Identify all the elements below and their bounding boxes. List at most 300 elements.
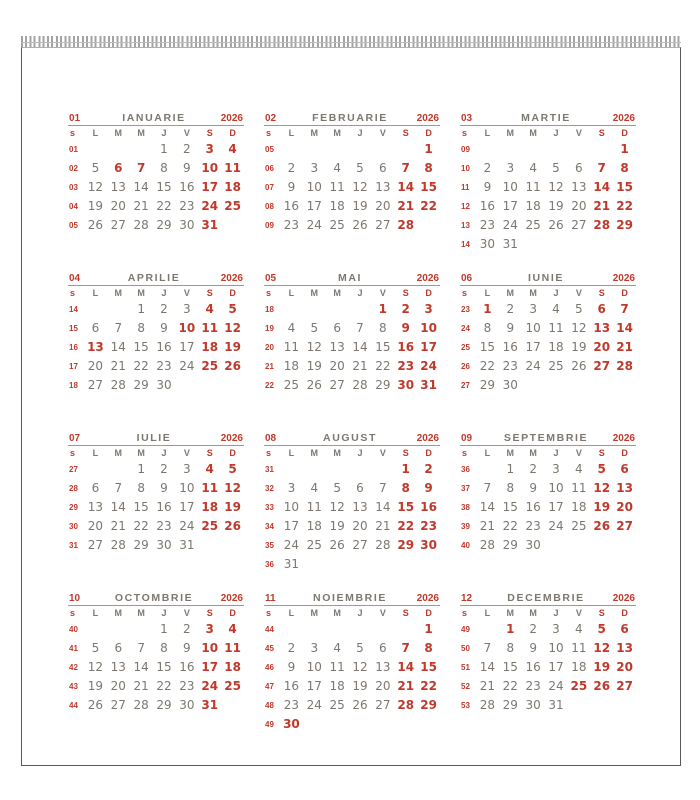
week-column-label: s [70,128,76,138]
week-number: 36 [265,560,274,569]
day-cell [394,140,417,159]
day-cell: 19 [593,660,611,674]
day-cell: 7 [136,161,146,175]
weekday-label: V [183,288,190,298]
day-cell: 4 [287,321,296,335]
week-number: 12 [461,202,470,211]
day-cell: 23 [525,519,541,533]
day-cell: 6 [114,161,123,175]
day-cell: 1 [137,462,145,476]
week-row [264,140,440,159]
week-number: 08 [265,202,274,211]
day-cell: 3 [506,161,515,175]
day-cell: 4 [228,622,237,636]
weekday-label: J [553,608,559,618]
week-number: 31 [265,465,274,474]
day-cell [349,555,372,574]
week-row [68,460,244,479]
day-cell: 9 [160,481,168,495]
weekday-label: D [621,288,628,298]
day-cell: 23 [283,698,300,712]
day-cell: 28 [133,218,149,232]
day-cell [476,460,499,479]
week-column-label: s [266,128,272,138]
day-cell: 20 [375,199,391,213]
week-number: 29 [69,503,78,512]
day-cell: 14 [397,660,415,674]
day-cell [221,376,244,395]
weekday-label: J [357,448,363,458]
day-cell: 14 [479,660,496,674]
month-number: 12 [461,593,473,604]
day-cell: 29 [133,378,149,392]
month-header [68,592,244,606]
day-cell: 22 [502,519,518,533]
day-cell [417,216,440,235]
day-cell: 27 [87,378,104,392]
day-cell: 3 [552,622,560,636]
day-cell [107,460,130,479]
day-cell: 11 [283,340,300,354]
month-octombrie [68,592,244,758]
day-cell: 30 [179,698,195,712]
day-cell: 11 [571,481,587,495]
day-cell: 24 [201,199,219,213]
day-cell: 3 [287,481,296,495]
week-number: 47 [265,682,274,691]
weekday-label: L [484,448,491,458]
day-cell: 18 [329,679,345,693]
day-cell [417,715,440,734]
day-cell [84,460,107,479]
day-cell: 27 [375,218,391,232]
month-header [68,112,244,126]
day-cell [590,376,613,395]
day-cell: 2 [287,161,296,175]
day-cell: 13 [375,660,391,674]
weekday-header [264,446,440,460]
day-cell [221,696,244,715]
day-cell: 25 [570,679,588,693]
week-number: 46 [265,663,274,672]
day-cell: 22 [133,519,149,533]
month-name: OCTOMBRIE [114,592,194,604]
month-august [264,432,440,592]
weekday-label: L [92,128,99,138]
day-cell: 22 [133,359,149,373]
day-cell: 27 [329,378,345,392]
day-cell: 6 [91,481,100,495]
day-cell: 30 [397,378,415,392]
day-cell: 7 [483,481,492,495]
day-cell: 24 [179,519,195,533]
weekday-label: M [529,288,537,298]
day-cell: 29 [156,698,172,712]
day-cell: 8 [483,321,492,335]
day-cell: 19 [548,199,564,213]
week-row [264,536,440,555]
week-row [264,178,440,197]
day-cell: 30 [420,538,437,552]
day-cell [613,235,636,254]
day-cell: 14 [479,500,496,514]
day-cell: 8 [506,481,515,495]
week-row [264,357,440,376]
day-cell [326,460,349,479]
day-cell: 17 [283,519,300,533]
day-cell: 20 [87,359,104,373]
day-cell: 10 [548,641,564,655]
day-cell: 3 [183,462,191,476]
month-number: 07 [69,433,81,444]
day-cell: 19 [306,359,322,373]
weekday-label: L [288,288,295,298]
week-row [264,620,440,639]
day-cell: 4 [333,641,341,655]
month-year: 2026 [416,113,439,124]
month-number: 02 [265,113,277,124]
day-cell: 5 [575,302,583,316]
day-cell [175,376,198,395]
day-cell: 6 [356,481,364,495]
day-cell: 24 [420,359,437,373]
day-cell [303,460,326,479]
week-number: 02 [69,164,78,173]
week-column-label: s [70,608,76,618]
week-number: 42 [69,663,78,672]
day-cell: 14 [352,340,368,354]
day-cell: 10 [306,180,322,194]
day-cell: 5 [228,302,237,316]
day-cell: 6 [575,161,583,175]
week-number: 22 [265,381,274,390]
day-cell: 26 [352,218,368,232]
day-cell: 22 [479,359,496,373]
day-cell: 29 [616,218,633,232]
week-row [68,319,244,338]
day-cell: 20 [352,519,368,533]
week-row [264,300,440,319]
day-cell [567,376,590,395]
day-cell: 20 [616,660,633,674]
week-row [68,696,244,715]
month-name: IUNIE [527,272,564,284]
day-cell [476,620,499,639]
day-cell [107,300,130,319]
day-cell: 5 [333,481,341,495]
day-cell [545,235,568,254]
day-cell: 17 [502,199,518,213]
week-row [68,536,244,555]
weekday-label: D [425,448,432,458]
day-cell: 4 [575,622,583,636]
week-row [264,715,440,734]
day-cell: 14 [375,500,391,514]
month-name: AUGUST [323,432,377,444]
day-cell: 17 [201,660,219,674]
month-year: 2026 [416,433,439,444]
day-cell: 11 [525,180,541,194]
day-cell: 14 [110,500,126,514]
week-number: 14 [461,240,470,249]
day-cell: 27 [352,538,368,552]
weekday-label: J [553,288,559,298]
week-number: 35 [265,541,274,550]
week-number: 52 [461,682,470,691]
day-cell [107,140,130,159]
week-number: 43 [69,682,78,691]
week-row [68,658,244,677]
week-row [264,460,440,479]
day-cell: 26 [593,519,611,533]
day-cell: 16 [525,500,541,514]
week-row [264,639,440,658]
day-cell: 5 [91,161,100,175]
weekday-label: D [425,608,432,618]
day-cell: 17 [548,660,564,674]
week-number: 18 [265,305,274,314]
day-cell: 14 [133,660,149,674]
day-cell: 4 [205,302,214,316]
day-cell: 14 [616,321,633,335]
day-cell: 8 [506,641,515,655]
day-cell: 10 [283,500,300,514]
month-name: DECEMBRIE [507,592,585,604]
day-cell: 18 [571,500,587,514]
day-cell: 13 [329,340,345,354]
week-row [460,140,636,159]
week-row [68,498,244,517]
month-iunie [460,272,636,432]
day-cell: 26 [548,218,564,232]
weekday-label: M [310,128,319,138]
day-cell: 27 [110,218,126,232]
day-cell [326,715,349,734]
day-cell: 30 [179,218,195,232]
day-cell: 21 [479,519,496,533]
week-row [264,479,440,498]
weekday-label: V [379,128,386,138]
day-cell: 21 [397,199,415,213]
day-cell: 28 [397,218,415,232]
week-column-label: s [462,448,468,458]
day-cell: 3 [183,302,191,316]
day-cell: 11 [306,500,322,514]
day-cell: 25 [224,199,241,213]
weekday-label: D [621,608,628,618]
month-februarie [264,112,440,272]
week-number: 38 [461,503,470,512]
day-cell: 16 [283,679,300,693]
week-row [460,376,636,395]
day-cell: 30 [156,538,172,552]
week-number: 40 [461,541,470,550]
day-cell: 23 [156,359,172,373]
day-cell [326,620,349,639]
day-cell: 11 [329,660,345,674]
month-header [68,432,244,446]
day-cell: 12 [306,340,322,354]
week-row [460,498,636,517]
day-cell: 4 [333,161,341,175]
day-cell: 24 [548,519,564,533]
day-cell: 9 [401,321,410,335]
day-cell: 16 [502,340,518,354]
day-cell [613,536,636,555]
week-number: 50 [461,644,470,653]
weekday-header [68,126,244,140]
day-cell: 26 [571,359,587,373]
month-name: FEBRUARIE [312,112,388,124]
day-cell: 14 [397,180,415,194]
day-cell [371,140,394,159]
day-cell: 8 [137,321,145,335]
day-cell: 14 [133,180,149,194]
day-cell: 15 [397,500,415,514]
weekday-label: M [114,448,123,458]
day-cell: 16 [179,660,195,674]
day-cell [613,376,636,395]
week-row [460,460,636,479]
month-martie [460,112,636,272]
week-column-label: s [70,288,76,298]
weekday-header [460,286,636,300]
day-cell: 29 [479,378,496,392]
day-cell: 6 [333,321,341,335]
month-year: 2026 [416,593,439,604]
week-number: 04 [69,202,78,211]
day-cell: 12 [224,481,241,495]
weekday-label: L [484,128,491,138]
weekday-label: V [379,288,386,298]
day-cell: 30 [502,378,518,392]
day-cell: 29 [397,538,415,552]
day-cell: 19 [571,340,587,354]
day-cell: 1 [160,622,168,636]
day-cell: 12 [593,481,611,495]
weekday-label: S [598,288,605,298]
day-cell: 4 [529,161,537,175]
day-cell: 27 [593,359,611,373]
week-row [460,197,636,216]
day-cell: 25 [548,359,564,373]
day-cell: 20 [593,340,611,354]
day-cell: 15 [133,340,149,354]
weekday-label: D [229,608,236,618]
day-cell: 23 [283,218,300,232]
day-cell: 23 [420,519,437,533]
week-row [68,376,244,395]
day-cell: 7 [620,302,629,316]
weekday-label: M [333,288,341,298]
week-row [264,216,440,235]
day-cell: 25 [306,538,322,552]
month-mai [264,272,440,432]
day-cell: 8 [137,481,145,495]
weekday-label: S [206,128,213,138]
month-name: NOIEMBRIE [313,592,387,604]
day-cell: 21 [616,340,633,354]
day-cell: 31 [502,237,518,251]
day-cell: 13 [110,180,126,194]
week-row [460,159,636,178]
day-cell: 13 [593,321,611,335]
day-cell [349,300,372,319]
day-cell [394,715,417,734]
day-cell [417,555,440,574]
week-number: 44 [265,625,274,634]
day-cell: 15 [479,340,496,354]
weekday-label: J [357,128,363,138]
day-cell: 11 [201,321,219,335]
day-cell [545,140,568,159]
day-cell: 14 [110,340,126,354]
day-cell: 19 [593,500,611,514]
week-number: 28 [69,484,78,493]
weekday-label: M [310,608,319,618]
day-cell: 9 [160,321,168,335]
weekday-label: M [137,448,145,458]
day-cell: 10 [178,321,196,335]
day-cell: 3 [205,142,214,156]
day-cell: 10 [548,481,564,495]
day-cell: 18 [571,660,587,674]
weekday-label: D [425,128,432,138]
day-cell: 4 [575,462,583,476]
day-cell: 1 [378,302,388,316]
day-cell: 29 [133,538,149,552]
day-cell: 25 [201,359,219,373]
weekday-label: L [288,128,295,138]
day-cell: 7 [379,481,387,495]
day-cell [522,376,545,395]
day-cell: 6 [379,161,387,175]
weekday-label: S [402,448,409,458]
day-cell: 8 [401,481,410,495]
day-cell: 16 [179,180,195,194]
weekday-header [68,446,244,460]
day-cell: 18 [283,359,300,373]
day-cell: 25 [224,679,241,693]
weekday-label: M [310,448,319,458]
day-cell: 15 [156,660,172,674]
weekday-label: V [379,608,386,618]
day-cell: 28 [479,698,496,712]
day-cell: 31 [283,557,300,571]
day-cell: 24 [306,698,322,712]
day-cell [303,300,326,319]
weekday-label: M [310,288,319,298]
day-cell: 23 [479,218,496,232]
day-cell: 9 [483,180,492,194]
week-number: 37 [461,484,470,493]
weekday-label: M [506,128,515,138]
day-cell: 9 [529,481,537,495]
week-row [460,178,636,197]
day-cell: 31 [548,698,564,712]
day-cell [545,536,568,555]
day-cell: 23 [502,359,518,373]
day-cell: 30 [525,698,541,712]
day-cell: 2 [424,462,433,476]
weekday-label: L [484,288,491,298]
day-cell: 12 [352,660,368,674]
day-cell: 19 [224,500,241,514]
week-row [264,159,440,178]
day-cell: 9 [287,180,296,194]
day-cell: 15 [502,660,518,674]
day-cell [130,140,153,159]
